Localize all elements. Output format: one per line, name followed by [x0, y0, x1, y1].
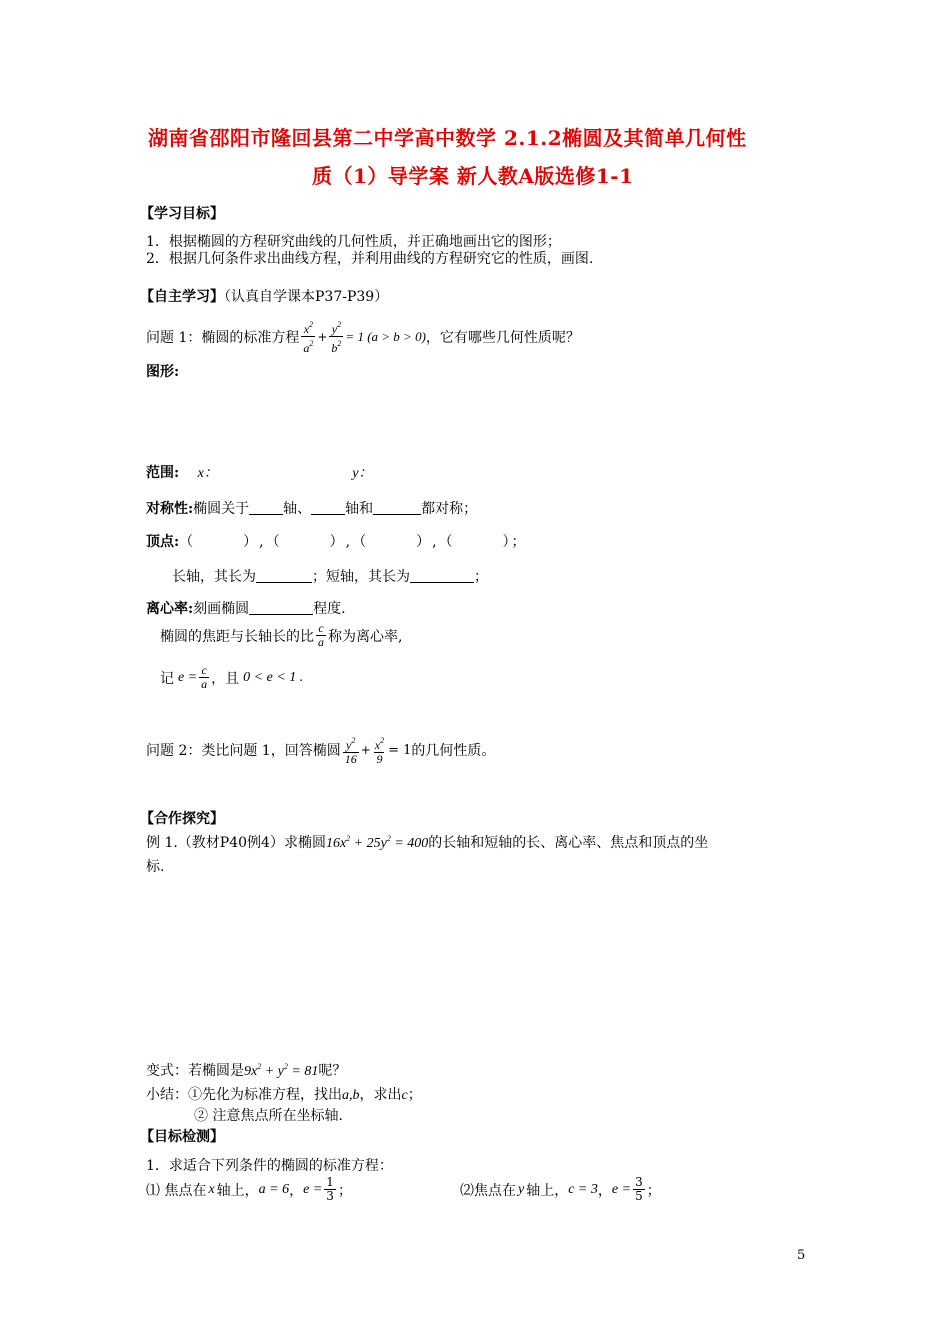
axis-blank-1 [256, 568, 312, 583]
range-x: x： [197, 466, 218, 481]
goal-item-1: 1．根据椭圆的方程研究曲线的几何性质，并正确地画出它的图形； [146, 234, 561, 250]
fraction-y2-b2: $\frac{y^2}{b^2}$ [331, 320, 342, 355]
ecc-def-a: 椭圆的焦距与长轴长的比 [160, 628, 314, 645]
c1-mid: 轴上， [216, 1182, 259, 1199]
summary1-prefix: 小结：①先化为标准方程，找出 [146, 1087, 342, 1103]
ex1-prefix: 例 1.（教材P40例4）求椭圆 [146, 835, 326, 851]
fraction-x2-a2: $\frac{x^2}{a^2}$ [303, 320, 314, 355]
c1-axis: x [208, 1181, 215, 1197]
symmetry-text-a: 椭圆关于 [193, 501, 250, 517]
symmetry-text-c: 轴和 [345, 501, 374, 517]
fraction-y2-16: $\frac{y^2}{16}$ [344, 736, 357, 766]
c1-prefix: ⑴ 焦点在 [146, 1182, 207, 1199]
q2-prefix: 问题 2：类比问题 1，回答椭圆 [146, 743, 341, 759]
title-line-1: 湖南省邵阳市隆回县第二中学高中数学 2.1.2椭圆及其简单几何性 [148, 126, 747, 150]
vertex-label: 顶点: [146, 534, 180, 550]
summary-2: ② 注意焦点所在坐标轴. [194, 1108, 343, 1124]
fraction-e-c-a: $\frac{c}{a}$ [201, 663, 208, 691]
q1-prefix: 问题 1：椭圆的标准方程 [146, 329, 300, 346]
check-question-1: 1．求适合下列条件的椭圆的标准方程： [146, 1158, 393, 1174]
self-study-heading-row [140, 286, 388, 306]
axis-blank-2 [410, 568, 474, 583]
summary1-end: ； [407, 1087, 422, 1103]
goal-item-2: 2．根据几何条件求出曲线方程，并利用曲线的方程研究它的性质，画图. [146, 251, 594, 267]
fraction-x2-9: $\frac{x^2}{9}$ [374, 736, 385, 766]
eq-condition: = 1 (a > b > 0) [345, 328, 426, 344]
axis-row [172, 566, 488, 586]
c1-e: e = [303, 1181, 323, 1197]
eccentricity-label: 离心率: [146, 601, 194, 617]
summary1-mid: ，求出 [359, 1087, 402, 1103]
axis-text-b: ；短轴，其长为 [312, 569, 410, 585]
symmetry-blank-3 [373, 500, 421, 515]
shape-label: 图形: [146, 364, 180, 380]
c2-end: ； [646, 1182, 661, 1199]
eccentricity-note: 记 e = $\frac{c}{a}$ ，且 0 < e < 1 . [160, 663, 304, 691]
range-label: 范围: [146, 465, 180, 481]
goals-heading: 【学习目标】 [140, 206, 224, 222]
check-heading: 【目标检测】 [140, 1129, 224, 1145]
self-study-heading: 【自主学习】 [140, 289, 224, 305]
symmetry-text-b: 轴、 [283, 501, 312, 517]
c2-e: e = [611, 1181, 632, 1197]
eccentricity-row [146, 598, 346, 618]
condition-2: ⑵焦点在 y 轴上， c = 3 ， e = $\frac{3}{5}$ ； [460, 1175, 661, 1203]
variant [146, 1060, 346, 1080]
symmetry-blank-2 [311, 500, 345, 515]
ecc-blank [249, 600, 313, 615]
c2-axis: y [518, 1181, 525, 1197]
ecc-def-b: 称为离心率, [328, 628, 403, 645]
ecc-note-b: ，且 [211, 670, 240, 687]
c1-end: ； [337, 1182, 352, 1199]
range-row [146, 462, 373, 482]
self-study-note: （认真自学课本P37-P39） [224, 289, 389, 305]
axis-text-a: 长轴，其长为 [172, 569, 256, 585]
fraction-3-5: $\frac{3}{5}$ [635, 1175, 643, 1203]
vertex-text: （ ）,（ ）,（ ）,（ ）； [179, 534, 528, 550]
summary1-c: c [401, 1088, 408, 1103]
symmetry-row [146, 498, 477, 518]
ecc-note-a: 记 [160, 670, 174, 687]
summary1-ab: a,b [342, 1088, 360, 1103]
q1-suffix: ，它有哪些几何性质呢？ [425, 329, 580, 346]
variant-suffix: 呢？ [318, 1063, 347, 1079]
eccentricity-definition [160, 622, 402, 649]
symmetry-blank-1 [249, 500, 283, 515]
ex1-equation: $16x^2 + 25y^2 = 400$ [325, 834, 429, 851]
symmetry-label: 对称性: [146, 501, 194, 517]
range-y: y： [352, 466, 373, 481]
variant-prefix: 变式：若椭圆是 [146, 1063, 244, 1079]
c2-c: c = 3 [568, 1181, 598, 1197]
c2-mid: 轴上， [526, 1182, 569, 1199]
q2-suffix: 的几何性质。 [411, 743, 496, 759]
summary-1 [146, 1084, 422, 1104]
question-2: 问题 2：类比问题 1，回答椭圆 $\frac{y^2}{16}$ + $\frac{x^2}{9}$ = 1 的几何性质。 [146, 736, 496, 766]
variant-equation: $9x^2 + y^2 = 81$ [244, 1062, 319, 1079]
ex1-suffix: 的长轴和短轴的长、离心率、焦点和顶点的坐 [428, 835, 709, 851]
fraction-c-a: $\frac{c}{a}$ [318, 621, 324, 649]
fraction-1-3: $\frac{1}{3}$ [326, 1175, 334, 1203]
question-1: 问题 1：椭圆的标准方程 $\frac{x^2}{a^2}$ + $\frac{y^2}{b^2}$ = 1 (a > b > 0) ，它有哪些几何性质呢？ [146, 320, 580, 355]
page-number: 5 [797, 1248, 806, 1263]
ecc-text-b: 程度. [313, 601, 346, 617]
condition-1: ⑴ 焦点在 x 轴上， a = 6 ， e = $\frac{1}{3}$ ； [146, 1175, 352, 1203]
ecc-text-a: 刻画椭圆 [193, 601, 250, 617]
example-1 [146, 832, 708, 852]
ecc-note-c: 0 < e < 1 . [243, 669, 304, 685]
example-1-line-2: 标. [146, 859, 165, 875]
axis-text-c: ； [474, 569, 488, 585]
title-line-2: 质（1）导学案 新人教A版选修1-1 [312, 164, 634, 188]
c1-a: a = 6 [258, 1181, 290, 1197]
symmetry-text-d: 都对称； [421, 501, 478, 517]
explore-heading: 【合作探究】 [140, 811, 224, 827]
vertex-row [146, 531, 528, 551]
c2-prefix: ⑵焦点在 [460, 1182, 516, 1199]
